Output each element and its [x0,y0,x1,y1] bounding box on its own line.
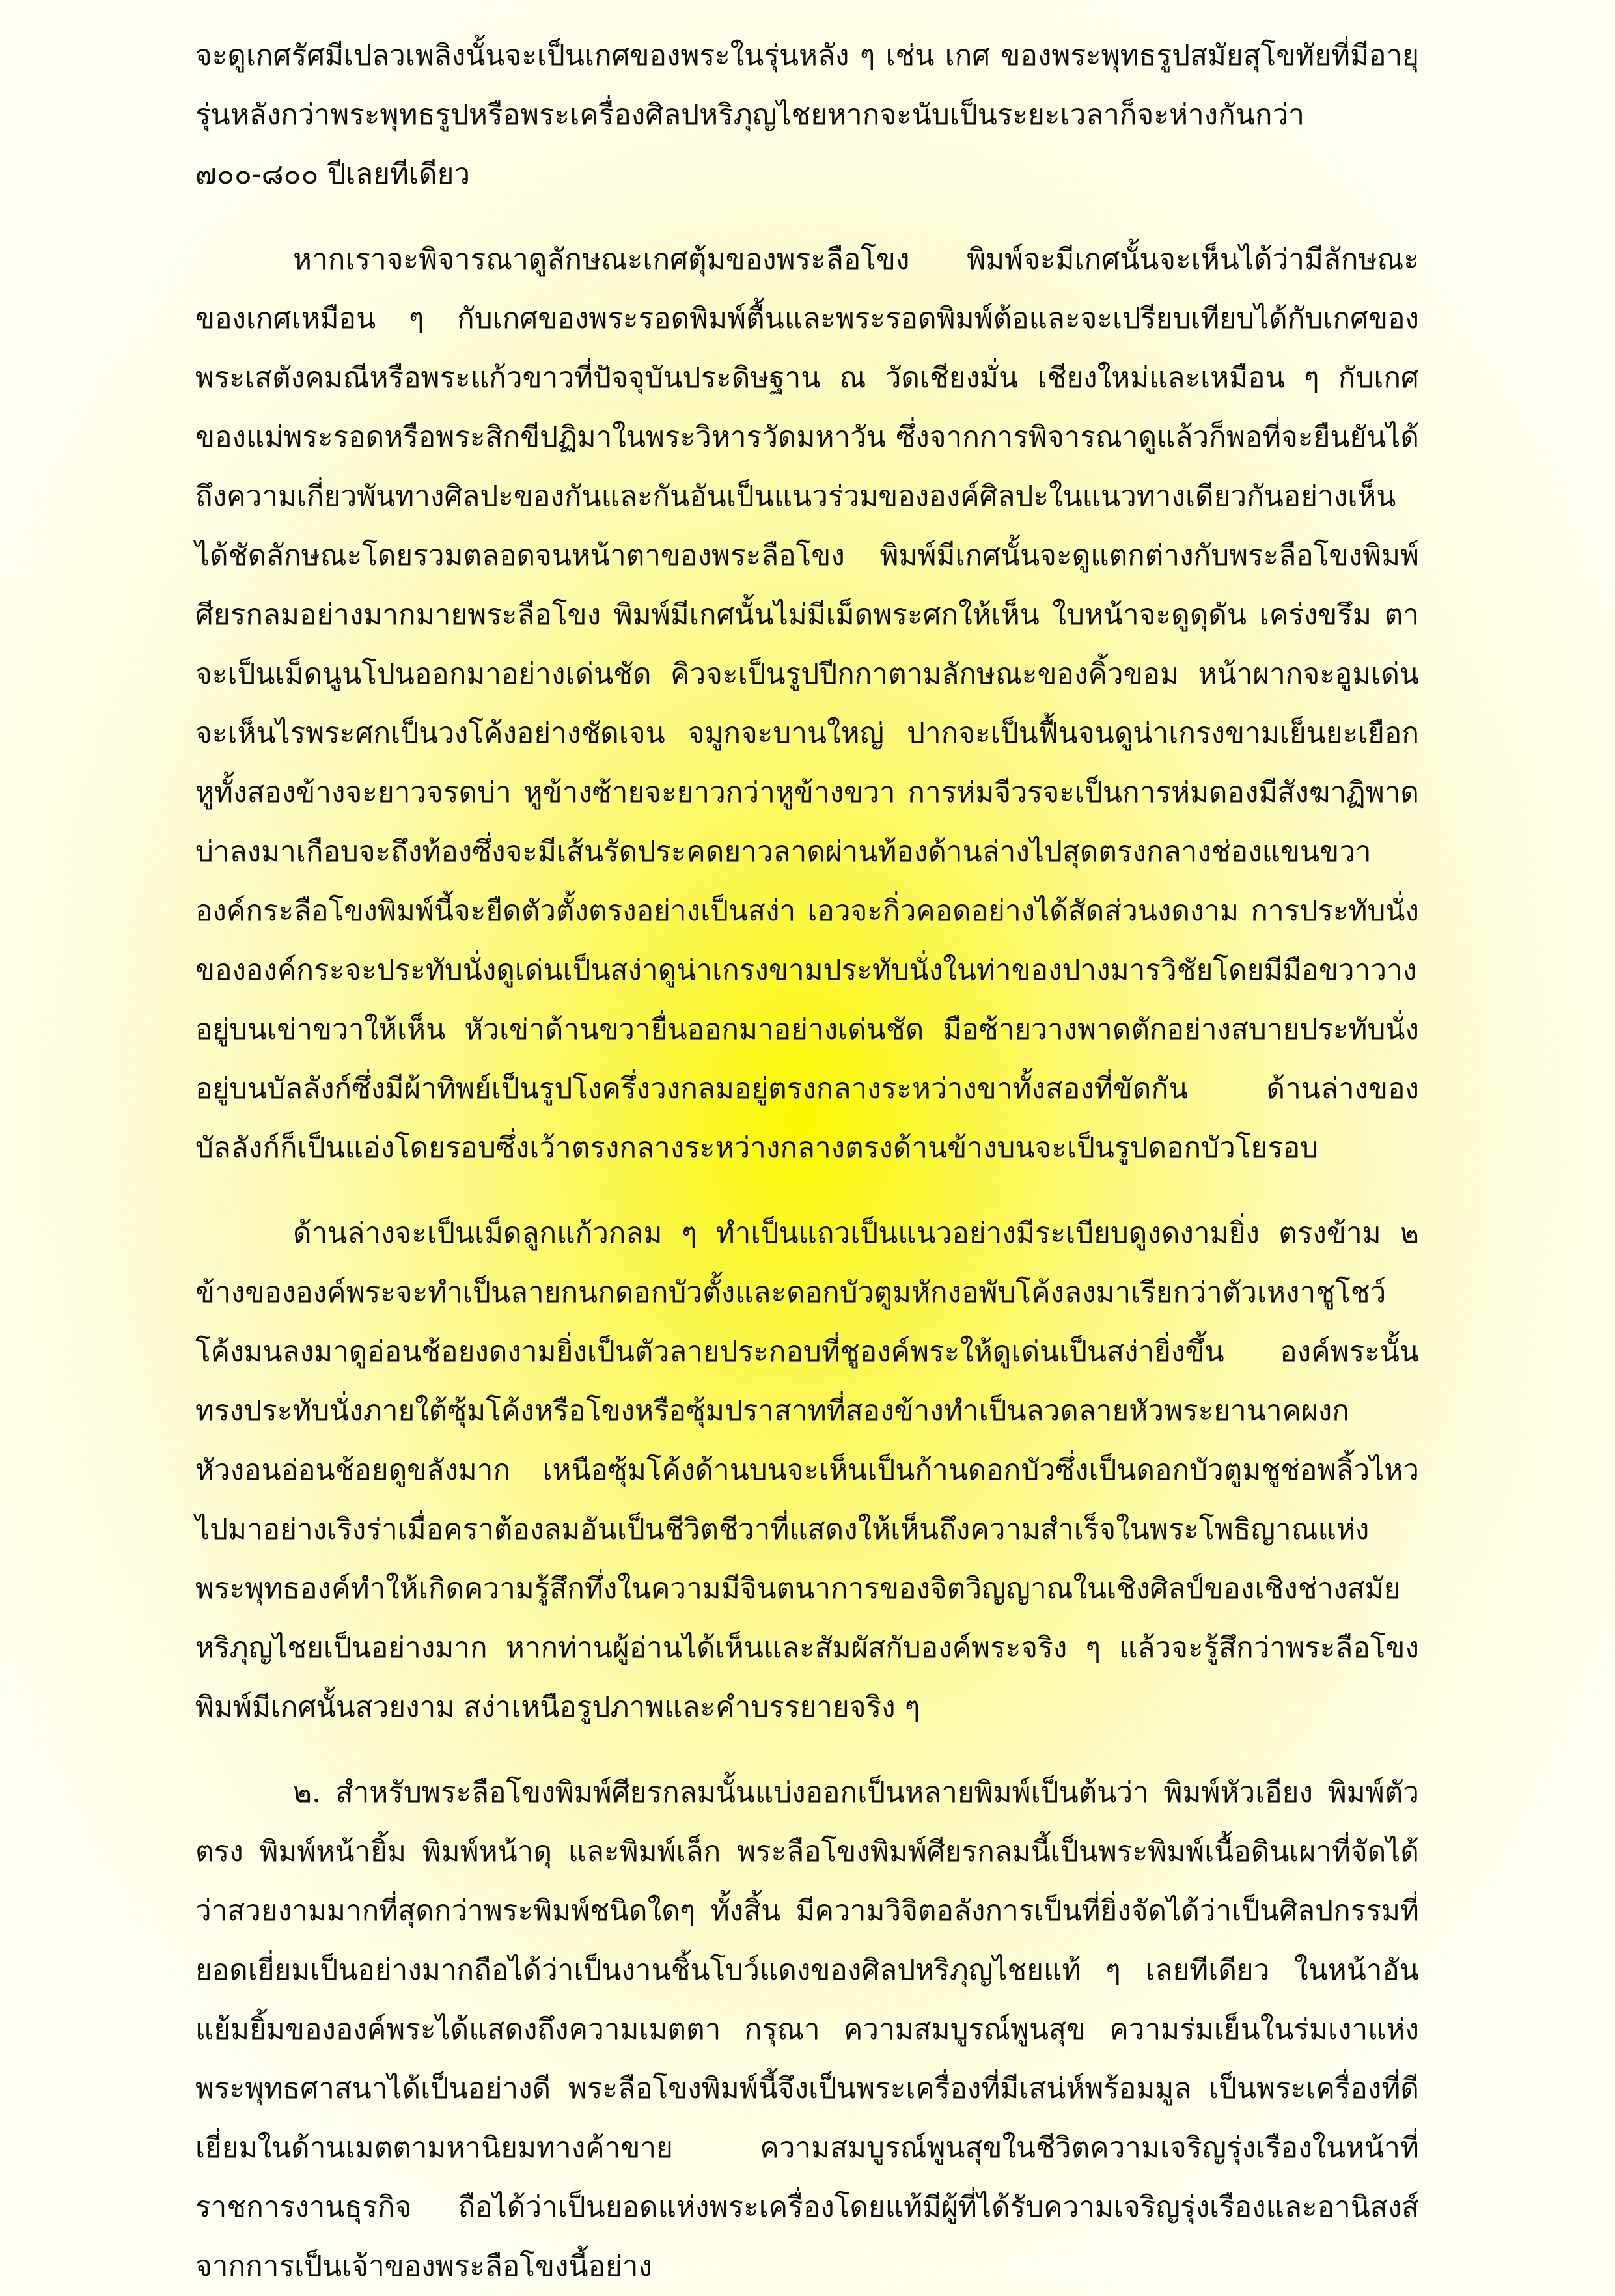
document-page [195,26,1419,2296]
paragraph-keshtum-description: หากเราจะพิจารณาดูลักษณะเกศตุ้มของพระลือโขง พิมพ์จะมีเกศนั้นจะเห็นได้ว่ามีลักษณะของเกศเหมือน ๆ กับเกศของพระรอดพิมพ์ตื้นและพระรอดพิมพ์ต้อและจะเปรียบเทียบได้กับเกศของพระเสตังคมณีหรือพระแก้วขาวที่ปัจจุบันประดิษฐาน ณ วัดเชียงมั่น เชียงใหม่และเหมือน ๆ กับเกศของแม่พระรอดหรือพระสิกขีปฏิมาในพระวิหารวัดมหาวัน ซึ่งจากการพิจารณาดูแล้วก็พอที่จะยืนยันได้ถึงความเกี่ยวพันทางศิลปะของกันและกันอันเป็นแนวร่วมขององค์ศิลปะในแนวทางเดียวกันอย่างเห็นได้ชัดลักษณะโดยรวมตลอดจนหน้าตาของพระลือโขง พิมพ์มีเกศนั้นจะดูแตกต่างกับพระลือโขงพิมพ์ศียรกลมอย่างมากมายพระลือโขง พิมพ์มีเกศนั้นไม่มีเม็ดพระศกให้เห็น ใบหน้าจะดูดุดัน เคร่งขรึม ตาจะเป็นเม็ดนูนโปนออกมาอย่างเด่นชัด คิวจะเป็นรูปปีกกาตามลักษณะของคิ้วขอม หน้าผากจะอูมเด่น จะเห็นไรพระศกเป็นวงโค้งอย่างชัดเจน จมูกจะบานใหญ่ ปากจะเป็นฟื้นจนดูน่าเกรงขามเย็นยะเยือก หูทั้งสองข้างจะยาวจรดบ่า หูข้างซ้ายจะยาวกว่าหูข้างขวา การห่มจีวรจะเป็นการห่มดองมีสังฆาฏิพาดบ่าลงมาเกือบจะถึงท้องซึ่งจะมีเส้นรัดประคดยาวลาดผ่านท้องด้านล่างไปสุดตรงกลางช่องแขนขวา องค์กระลือโขงพิมพ์นี้จะยืดตัวตั้งตรงอย่างเป็นสง่า เอวจะกิ่วคอดอย่างได้สัดส่วนงดงาม การประทับนั่งขององค์กระจะประทับนั่งดูเด่นเป็นสง่าดูน่าเกรงขามประทับนั่งในท่าของปางมารวิชัยโดยมีมือขวาวางอยู่บนเข่าขวาให้เห็น หัวเข่าด้านขวายื่นออกมาอย่างเด่นชัด มือซ้ายวางพาดตักอย่างสบายประทับนั่งอยู่บนบัลลังก์ซึ่งมีผ้าทิพย์เป็นรูปโงครึ่งวงกลมอยู่ตรงกลางระหว่างขาทั้งสองที่ขัดกัน ด้านล่างของบัลลังก์ก็เป็นแอ่งโดยรอบซึ่งเว้าตรงกลางระหว่างกลางตรงด้านข้างบนจะเป็นรูปดอกบัวโยรอบ [195,243,1419,1165]
paragraph-round-head-mold: ๒. สำหรับพระลือโขงพิมพ์ศียรกลมนั้นแบ่งออกเป็นหลายพิมพ์เป็นต้นว่า พิมพ์หัวเอียง พิมพ์ตัวตรง พิมพ์หน้ายิ้ม พิมพ์หน้าดุ และพิมพ์เล็ก พระลือโขงพิมพ์ศียรกลมนี้เป็นพระพิมพ์เนื้อดินเผาที่จัดได้ว่าสวยงามมากที่สุดกว่าพระพิมพ์ชนิดใดๆ ทั้งสิ้น มีความวิจิตอลังการเป็นที่ยิ่งจัดได้ว่าเป็นศิลปกรรมที่ยอดเยี่ยมเป็นอย่างมากถือได้ว่าเป็นงานชิ้นโบว์แดงของศิลปหริภุญไชยแท้ ๆ เลยทีเดียว ในหน้าอันแย้มยิ้มขององค์พระได้แสดงถึงความเมตตา กรุณา ความสมบูรณ์พูนสุข ความร่มเย็นในร่มเงาแห่งพระพุทธศาสนาได้เป็นอย่างดี พระลือโขงพิมพ์นี้จึงเป็นพระเครื่องที่มีเสน่ห์พร้อมมูล เป็นพระเครื่องที่ดีเยี่ยมในด้านเมตตามหานิยมทางค้าขาย ความสมบูรณ์พูนสุขในชีวิตความเจริญรุ่งเรืองในหน้าที่ราชการงานธุรกิจ ถือได้ว่าเป็นยอดแห่งพระเครื่องโดยแท้มีผู้ที่ได้รับความเจริญรุ่งเรืองและอานิสงส์จากการเป็นเจ้าของพระลือโขงนี้อย่าง [195,1776,1419,2283]
paragraph-continuation: จะดูเกศรัศมีเปลวเพลิงนั้นจะเป็นเกศของพระในรุ่นหลัง ๆ เช่น เกศ ของพระพุทธรูปสมัยสุโขทัยที่มีอายุรุ่นหลังกว่าพระพุทธรูปหรือพระเครื่องศิลปหริภุญไชยหากจะนับเป็นระยะเวลาก็จะห่างกันกว่า ๗๐๐-๘๐๐ ปีเลยทีเดียว [195,39,1419,191]
paragraph-base-ornament: ด้านล่างจะเป็นเม็ดลูกแก้วกลม ๆ ทำเป็นแถวเป็นแนวอย่างมีระเบียบดูงดงามยิ่ง ตรงข้าม ๒ ข้างขององค์พระจะทำเป็นลายกนกดอกบัวตั้งและดอกบัวตูมหักงอพับโค้งลงมาเรียกว่าตัวเหงาชูโชว์โค้งมนลงมาดูอ่อนช้อยงดงามยิ่งเป็นตัวลายประกอบที่ชูองค์พระให้ดูเด่นเป็นสง่ายิ่งขึ้น องค์พระนั้นทรงประทับนั่งภายใต้ซุ้มโค้งหรือโขงหรือซุ้มปราสาทที่สองข้างทำเป็นลวดลายหัวพระยานาคผงกหัวงอนอ่อนช้อยดูขลังมาก เหนือซุ้มโค้งด้านบนจะเห็นเป็นก้านดอกบัวซึ่งเป็นดอกบัวตูมชูช่อพลิ้วไหวไปมาอย่างเริงร่าเมื่อคราต้องลมอันเป็นชีวิตชีวาที่แสดงให้เห็นถึงความสำเร็จในพระโพธิญาณแห่งพระพุทธองค์ทำให้เกิดความรู้สึกทึ่งในความมีจินตนาการของจิตวิญญาณในเชิงศิลป์ของเชิงช่างสมัยหริภุญไชยเป็นอย่างมาก หากท่านผู้อ่านได้เห็นและสัมผัสกับองค์พระจริง ๆ แล้วจะรู้สึกว่าพระลือโขงพิมพ์มีเกศนั้นสวยงาม สง่าเหนือรูปภาพและคำบรรยายจริง ๆ [195,1217,1419,1724]
